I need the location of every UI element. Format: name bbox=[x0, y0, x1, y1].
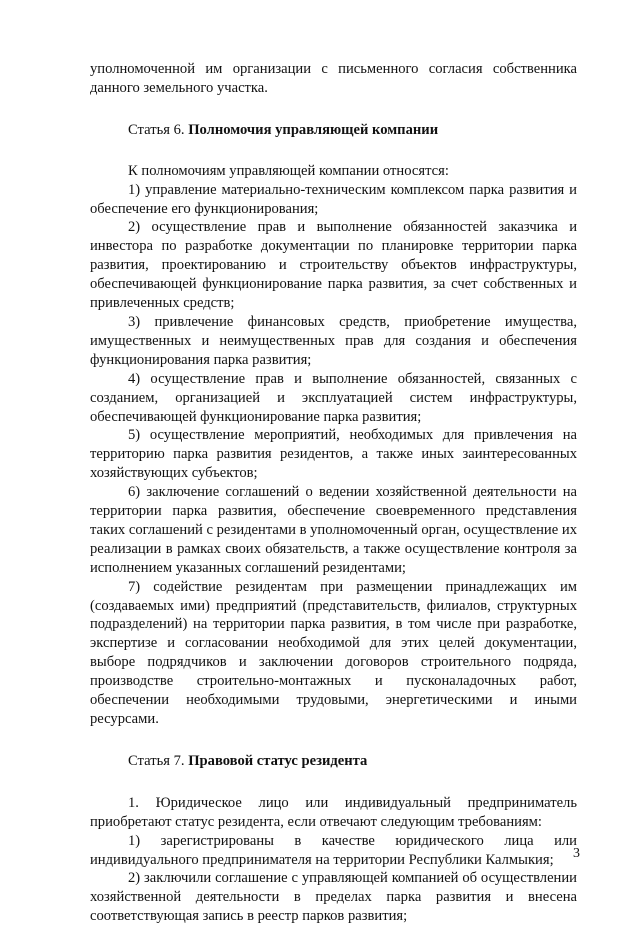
article-7-title: Правовой статус резидента bbox=[188, 752, 368, 769]
article-7-lead: 1. Юридическое лицо или индивидуальный предприниматель приобретают статус резидента, если отвечают следующим требованиям: bbox=[90, 794, 577, 830]
article-6-prefix: Статья 6. bbox=[128, 121, 189, 138]
article-6-heading bbox=[90, 121, 577, 140]
intro-paragraph: уполномоченной им организации с письменного согласия собственника данного земельного участка. bbox=[90, 61, 577, 96]
spacer bbox=[90, 98, 577, 121]
article-6-item-4: 4) осуществление прав и выполнение обязанностей, связанных с созданием, организацией и эксплуатацией систем инфраструктуры, обеспечивающей функционирование парка развития; bbox=[90, 370, 577, 425]
article-6-item-2: 2) осуществление прав и выполнение обязанностей заказчика и инвестора по разработке документации по планировке территории парка развития, проектированию и строительству объектов инфраструктуры, обеспечивающей функционирование парка развития, за счет собственных и привлеченных средств; bbox=[90, 219, 577, 312]
spacer bbox=[90, 771, 577, 794]
article-6-item-6: 6) заключение соглашений о ведении хозяйственной деятельности на территории парка развития, обеспечение своевременного представления таких соглашений с резидентами в уполномоченный орган, осуществление их реализации в рамках своих обязательств, а также осуществление контроля за исполнением указанных соглашений резидентами; bbox=[90, 484, 577, 576]
article-6-lead: К полномочиям управляющей компании относятся: bbox=[128, 162, 449, 179]
page-number: 3 bbox=[573, 846, 580, 861]
document-body bbox=[90, 60, 577, 926]
article-6-item-7: 7) содействие резидентам при размещении принадлежащих им (создаваемых ими) предприятий (представительств, филиалов, структурных подразделений) на территории парка развития, в том числе при разработке, экспертизе и согласовании необходимой для этих целей документации, выборе подрядчиков и заключении договоров строительного подряда, производстве строительно-монтажных и пусконаладочных работ, обеспечении необходимыми трудовыми, энергетическими и иными ресурсами. bbox=[90, 578, 577, 727]
article-6-item-5: 5) осуществление мероприятий, необходимых для привлечения на территорию парка развития резидентов, а также иных заинтересованных хозяйствующих субъектов; bbox=[90, 427, 577, 482]
article-6-item-3: 3) привлечение финансовых средств, приобретение имущества, имущественных и неимущественных прав для создания и обеспечения функционирования парка развития; bbox=[90, 313, 577, 368]
article-7-item-1: 1) зарегистрированы в качестве юридического лица или индивидуального предпринимателя на территории Республики Калмыкия; bbox=[90, 832, 577, 868]
article-7-heading bbox=[90, 752, 577, 771]
article-6-title: Полномочия управляющей компании bbox=[188, 121, 439, 138]
article-7-item-2: 2) заключили соглашение с управляющей компанией об осуществлении хозяйственной деятельности в пределах парка развития и внесена соответствующая запись в реестр парков развития; bbox=[90, 870, 577, 925]
spacer bbox=[90, 729, 577, 752]
article-6-item-1: 1) управление материально-техническим комплексом парка развития и обеспечение его функционирования; bbox=[90, 181, 577, 217]
article-7-prefix: Статья 7. bbox=[128, 752, 189, 769]
spacer bbox=[90, 140, 577, 162]
